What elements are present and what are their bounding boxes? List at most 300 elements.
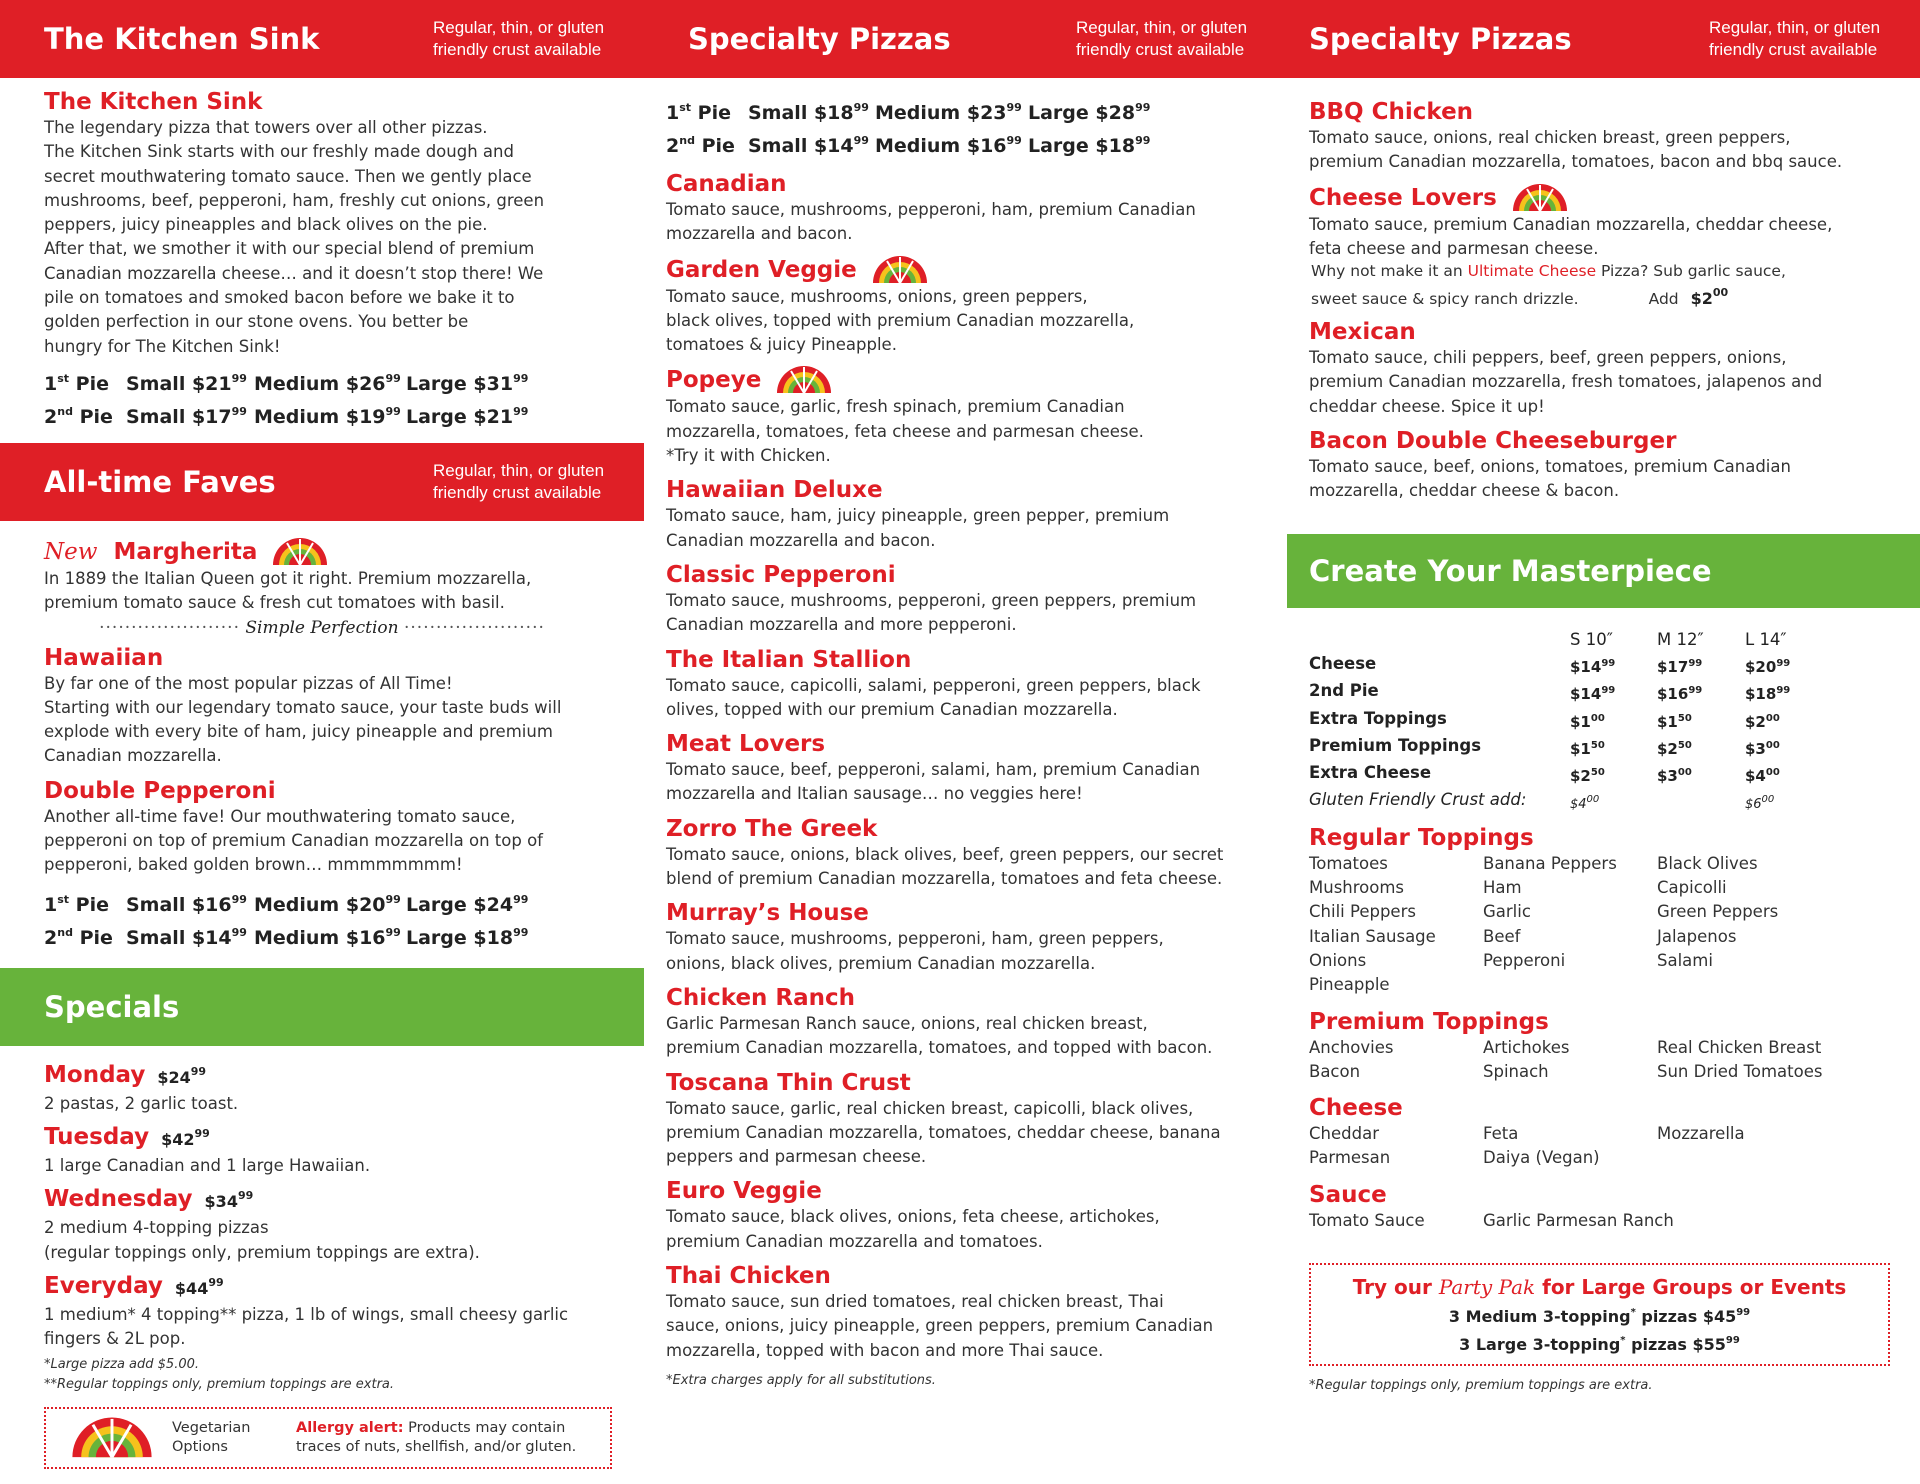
- offer-text: 3 Large 3-topping* pizzas $55: [1459, 1335, 1726, 1355]
- description-line: In 1889 the Italian Queen got it right. Premium mozzarella,: [44, 568, 532, 588]
- pizza-description: [666, 1097, 1243, 1170]
- crust-note-line: Regular, thin, or gluten: [433, 18, 605, 37]
- price-medium: [1657, 788, 1745, 817]
- pizza-list: [666, 170, 1243, 1363]
- row-label: Gluten Friendly Crust add:: [1309, 790, 1527, 810]
- special-item: [44, 1058, 600, 1116]
- band-title: Specialty Pizzas: [1309, 22, 1572, 56]
- topping-item: Jalapenos: [1657, 926, 1737, 946]
- add-price: $2: [1690, 289, 1713, 309]
- description-line: feta cheese and parmesan cheese.: [1309, 238, 1599, 258]
- pizza-name: Margherita: [113, 538, 258, 565]
- price-table: [44, 365, 600, 431]
- description-line: fingers & 2L pop.: [44, 1329, 186, 1349]
- special-day: Tuesday: [44, 1123, 150, 1150]
- band-title: Specials: [44, 989, 180, 1024]
- pizza-name: Cheese Lovers: [1309, 184, 1497, 211]
- pizza-name-row: [666, 561, 1243, 589]
- pizza-name-row: [666, 170, 1243, 198]
- pie-label: 1st Pie: [44, 892, 109, 916]
- cheese-item: Daiya (Vegan): [1483, 1148, 1600, 1168]
- kitchen-sink-section: [0, 78, 644, 431]
- band-specials: [0, 968, 644, 1046]
- price-small: $\$4^{00}$: [1570, 794, 1600, 813]
- description-line: Canadian mozzarella cheese… and it doesn’t stop there! We: [44, 263, 544, 283]
- price-medium: Medium $\$26^{99}$: [254, 371, 401, 395]
- description-line: peppers and parmesan cheese.: [666, 1147, 927, 1167]
- special-price: $\$34^{99}$: [204, 1189, 254, 1212]
- vegetarian-icon: [66, 1416, 158, 1460]
- description-line: mozzarella, topped with bacon and more Thai sauce.: [666, 1340, 1104, 1360]
- allergy-text: Products may contain: [403, 1420, 566, 1437]
- price-large: Large $\$18^{99}$: [406, 925, 529, 949]
- topping-item: Salami: [1657, 950, 1713, 970]
- description-line: Canadian mozzarella and more pepperoni.: [666, 615, 1017, 635]
- crust-note: [433, 17, 608, 61]
- pizza-description: [44, 805, 600, 878]
- pizza-item: [666, 984, 1243, 1061]
- pizza-name: Hawaiian Deluxe: [666, 477, 883, 504]
- special-item: [44, 1182, 600, 1265]
- special-price: $\$44^{99}$: [174, 1275, 224, 1298]
- description-line: mushrooms, beef, pepperoni, ham, freshly cut onions, green: [44, 190, 545, 210]
- pizza-name: Murray’s House: [666, 900, 869, 927]
- vegetarian-icon: [869, 255, 931, 285]
- column-left: [0, 0, 644, 1469]
- price-large: $\$18^{99}$: [1745, 685, 1791, 704]
- pizza-item: [666, 1177, 1243, 1254]
- description-line: Garlic Parmesan Ranch sauce, onions, real chicken breast,: [666, 1013, 1148, 1033]
- special-price: $\$24^{99}$: [157, 1064, 207, 1087]
- pizza-description: [666, 1012, 1243, 1061]
- pizza-name: Garden Veggie: [666, 256, 857, 283]
- description-line: *Try it with Chicken.: [666, 446, 831, 466]
- band-specialty-pizzas: [644, 0, 1287, 78]
- description-line: peppers, juicy pineapples and black olives on the pie.: [44, 215, 488, 235]
- pizza-item: [666, 476, 1243, 553]
- topping-item: Bacon: [1309, 1061, 1361, 1081]
- crust-note: [433, 460, 608, 504]
- price-large: $\$20^{99}$: [1745, 657, 1791, 676]
- crust-note-line: friendly crust available: [433, 40, 602, 59]
- footnote: *Extra charges apply for all substitutions.: [666, 1372, 936, 1388]
- divider-text: Simple Perfection: [245, 617, 399, 638]
- cheese-item: Feta: [1483, 1124, 1519, 1144]
- description-line: premium Canadian mozzarella, fresh tomatoes, jalapenos and: [1309, 372, 1823, 392]
- price-medium: $\$17^{99}$: [1657, 657, 1703, 676]
- row-label: Cheese: [1309, 653, 1377, 673]
- pizza-double-pepperoni: [44, 777, 600, 878]
- special-day-row: [44, 1182, 600, 1216]
- description-line: Canadian mozzarella.: [44, 746, 222, 766]
- pizza-margherita: [44, 537, 600, 638]
- description-line: premium Canadian mozzarella, tomatoes, and topped with bacon.: [666, 1038, 1213, 1058]
- topping-item: Banana Peppers: [1483, 853, 1617, 873]
- pizza-item: [666, 1069, 1243, 1170]
- topping-item: Anchovies: [1309, 1037, 1394, 1057]
- specialty-section-2: [1287, 78, 1920, 504]
- divider-dots: ······················: [404, 617, 545, 638]
- price-large: Large $\$21^{99}$: [406, 404, 529, 428]
- price-large: Large $\$28^{99}$: [1028, 101, 1151, 124]
- pizza-name: Popeye: [666, 367, 762, 394]
- cheese-item: Cheddar: [1309, 1124, 1379, 1144]
- band-title: Create Your Masterpiece: [1309, 553, 1712, 588]
- toppings-heading: Premium Toppings: [1309, 1008, 1549, 1035]
- description-line: mozzarella, tomatoes, feta cheese and parmesan cheese.: [666, 421, 1144, 441]
- price-small: Small $\$14^{99}$: [126, 925, 247, 949]
- special-price: $\$42^{99}$: [161, 1126, 210, 1149]
- pizza-description: [666, 843, 1243, 892]
- cheese-list: [1309, 1122, 1876, 1171]
- description-line: Tomato sauce, sun dried tomatoes, real chicken breast, Thai: [666, 1292, 1164, 1312]
- sauce-item: Tomato Sauce: [1309, 1210, 1425, 1230]
- description-line: blend of premium Canadian mozzarella, tomatoes and feta cheese.: [666, 869, 1223, 889]
- description-line: Tomato sauce, ham, juicy pineapple, green pepper, premium: [666, 506, 1170, 526]
- pizza-name-row: [666, 255, 1243, 285]
- band-specialty-pizzas-2: [1287, 0, 1920, 78]
- divider-dots: ······················: [99, 617, 240, 638]
- ultimate-cheese-note: [1309, 261, 1876, 310]
- special-description: [44, 1216, 600, 1265]
- description-line: 2 pastas, 2 garlic toast.: [44, 1093, 239, 1113]
- legend-text: Options: [172, 1439, 228, 1456]
- topping-item: Mushrooms: [1309, 878, 1405, 898]
- pizza-description: [666, 758, 1243, 807]
- size-header: S 10″: [1570, 629, 1613, 649]
- price-large: $\$3^{00}$: [1745, 739, 1780, 758]
- pizza-item: [666, 730, 1243, 807]
- pizza-item: [666, 365, 1243, 468]
- allergy-text: traces of nuts, shellfish, and/or gluten.: [296, 1439, 577, 1456]
- specials-footnotes: [0, 1355, 644, 1395]
- description-line: Tomato sauce, black olives, onions, feta cheese, artichokes,: [666, 1207, 1160, 1227]
- pizza-name-row: [666, 646, 1243, 674]
- add-label: Add: [1648, 290, 1679, 309]
- description-line: The legendary pizza that towers over all other pizzas.: [44, 118, 488, 137]
- offer-cents: 99: [1736, 1307, 1751, 1319]
- topping-item: Ham: [1483, 878, 1522, 898]
- pizza-description: [666, 1290, 1243, 1363]
- cheese-item: [1657, 1146, 1857, 1170]
- description-line: premium tomato sauce & fresh cut tomatoes with basil.: [44, 593, 505, 613]
- topping-item: Garlic: [1483, 902, 1531, 922]
- crust-note-line: friendly crust available: [1076, 40, 1245, 59]
- vegetarian-icon: [1509, 183, 1571, 213]
- price-medium: $\$2^{50}$: [1657, 739, 1692, 758]
- pizza-description: [44, 672, 600, 769]
- topping-item: Black Olives: [1657, 853, 1758, 873]
- pizza-description: [1309, 455, 1876, 504]
- description-line: Canadian mozzarella and bacon.: [666, 530, 936, 550]
- topping-item: Real Chicken Breast: [1657, 1037, 1822, 1057]
- pizza-name: Chicken Ranch: [666, 984, 856, 1011]
- build-price-table: [1309, 628, 1876, 818]
- new-badge: New: [44, 538, 98, 565]
- party-pak-box: [1309, 1263, 1890, 1366]
- description-line: onions, black olives, premium Canadian mozzarella.: [666, 953, 1096, 973]
- special-day: Wednesday: [44, 1186, 193, 1213]
- description-line: By far one of the most popular pizzas of All Time!: [44, 673, 453, 693]
- sauce-item: Garlic Parmesan Ranch: [1483, 1210, 1674, 1230]
- pizza-item: [666, 561, 1243, 638]
- band-all-time-faves: [0, 443, 644, 521]
- special-description: [44, 1303, 600, 1352]
- pizza-bbq-chicken: [1309, 98, 1876, 175]
- description-line: hungry for The Kitchen Sink!: [44, 336, 281, 356]
- topping-item: Beef: [1483, 926, 1521, 946]
- pizza-name: BBQ Chicken: [1309, 99, 1474, 125]
- pizza-description: [666, 589, 1243, 638]
- party-pak-title: [1311, 1273, 1888, 1301]
- masterpiece-section: [1287, 608, 1920, 1233]
- price-medium: Medium $\$23^{99}$: [875, 101, 1022, 124]
- pizza-description: [666, 395, 1243, 468]
- pizza-bacon-double-cheeseburger: [1309, 427, 1876, 504]
- row-label: Extra Cheese: [1309, 763, 1432, 783]
- row-label: Premium Toppings: [1309, 735, 1482, 755]
- description-line: Tomato sauce, beef, onions, tomatoes, premium Canadian: [1309, 457, 1791, 477]
- cheese-item: Mozzarella: [1657, 1124, 1745, 1144]
- special-description: [44, 1154, 600, 1178]
- size-header: M 12″: [1657, 629, 1704, 649]
- pizza-item: [666, 170, 1243, 247]
- pizza-name-row: [44, 537, 600, 567]
- band-create-your-masterpiece: [1287, 534, 1920, 608]
- crust-note: [1076, 17, 1251, 61]
- topping-item: Pineapple: [1309, 975, 1390, 995]
- pizza-name: Mexican: [1309, 319, 1416, 346]
- description-line: pepperoni on top of premium Canadian mozzarella on top of: [44, 831, 543, 851]
- pizza-name-row: [666, 365, 1243, 395]
- column-right: [1287, 0, 1920, 1396]
- footnote: *Regular toppings only, premium toppings are extra.: [1309, 1378, 1653, 1394]
- price-large: $\$2^{00}$: [1745, 712, 1780, 731]
- legend-text: Vegetarian: [172, 1420, 251, 1437]
- pizza-name: Thai Chicken: [666, 1263, 831, 1290]
- party-offer: [1311, 1329, 1888, 1357]
- description-line: Tomato sauce, garlic, real chicken breast, capicolli, black olives,: [666, 1098, 1194, 1118]
- description-line: Tomato sauce, chili peppers, beef, green peppers, onions,: [1309, 348, 1787, 368]
- simple-perfection-divider: [44, 618, 600, 638]
- pizza-description: [44, 567, 600, 616]
- pizza-name-row: [666, 730, 1243, 758]
- regular-toppings-list: [1309, 852, 1876, 998]
- pie-label: 2nd Pie: [44, 925, 113, 949]
- description-line: 1 large Canadian and 1 large Hawaiian.: [44, 1155, 371, 1175]
- column-middle: [644, 0, 1287, 1391]
- description-line: Tomato sauce, mushrooms, pepperoni, ham, green peppers,: [666, 929, 1164, 949]
- description-line: Tomato sauce, onions, real chicken breast, green peppers,: [1309, 128, 1791, 147]
- description-line: secret mouthwatering tomato sauce. Then we gently place: [44, 166, 532, 186]
- pie-label: 1st Pie: [666, 101, 731, 124]
- pizza-description: [1309, 213, 1876, 262]
- special-day-row: [44, 1269, 600, 1303]
- description-line: mozzarella and bacon.: [666, 224, 853, 244]
- price-large: Large $\$18^{99}$: [1028, 134, 1151, 157]
- pizza-name: Bacon Double Cheeseburger: [1309, 428, 1677, 455]
- description-line: tomatoes & juicy Pineapple.: [666, 335, 897, 355]
- crust-note: [1709, 17, 1884, 61]
- price-medium: $\$3^{00}$: [1657, 767, 1692, 786]
- band-kitchen-sink: [0, 0, 644, 78]
- special-item: [44, 1120, 600, 1178]
- price-medium: Medium $\$16^{99}$: [875, 134, 1022, 157]
- description-line: black olives, topped with premium Canadian mozzarella,: [666, 310, 1135, 330]
- special-day: Everyday: [44, 1272, 163, 1299]
- description-line: Starting with our legendary tomato sauce, your taste buds will: [44, 697, 562, 717]
- price-medium: $\$1^{50}$: [1657, 712, 1692, 731]
- description-line: Tomato sauce, mushrooms, onions, green peppers,: [666, 286, 1088, 306]
- specials-section: [0, 1046, 644, 1352]
- size-header-blank: [1309, 628, 1570, 652]
- description-line: mozzarella, cheddar cheese & bacon.: [1309, 481, 1620, 501]
- price-small: Small $\$21^{99}$: [126, 371, 247, 395]
- toppings-heading: Sauce: [1309, 1181, 1387, 1208]
- special-day: Monday: [44, 1061, 146, 1088]
- vegetarian-icon: [773, 365, 835, 395]
- ultimate-cheese-text: Ultimate Cheese: [1467, 262, 1597, 281]
- pizza-name: The Kitchen Sink: [44, 89, 263, 115]
- pizza-description: [666, 674, 1243, 723]
- allergy-alert: [296, 1419, 576, 1457]
- price-small: Small $\$14^{99}$: [748, 134, 869, 157]
- allergy-label: Allergy alert:: [296, 1420, 404, 1437]
- pizza-name: The Italian Stallion: [666, 646, 912, 673]
- vegetarian-icon: [269, 537, 331, 567]
- special-item: [44, 1269, 600, 1352]
- description-line: mozzarella and Italian sausage… no veggies here!: [666, 784, 1083, 804]
- pizza-item: [666, 646, 1243, 723]
- price-small: $\$2^{50}$: [1570, 767, 1605, 786]
- description-line: pepperoni, baked golden brown… mmmmmmmm!: [44, 855, 463, 875]
- band-title: Specialty Pizzas: [688, 22, 951, 56]
- pizza-name: Euro Veggie: [666, 1178, 822, 1205]
- price-small: $\$1^{00}$: [1570, 712, 1605, 731]
- price-small: Small $\$16^{99}$: [126, 892, 247, 916]
- price-table: [666, 94, 1243, 160]
- description-line: 2 medium 4-topping pizzas: [44, 1218, 269, 1238]
- legend-box: [44, 1407, 612, 1469]
- pizza-name-row: [666, 1069, 1243, 1097]
- description-line: premium Canadian mozzarella and tomatoes.: [666, 1231, 1043, 1251]
- offer-text: 3 Medium 3-topping* pizzas $45: [1448, 1307, 1737, 1327]
- band-title: The Kitchen Sink: [44, 22, 320, 56]
- note-text: Why not make it an: [1311, 262, 1468, 281]
- pizza-name-row: [666, 899, 1243, 927]
- topping-item: Capicolli: [1657, 878, 1727, 898]
- pizza-name: Double Pepperoni: [44, 777, 276, 804]
- price-table: [44, 886, 600, 952]
- pie-label: 2nd Pie: [666, 134, 735, 157]
- description-line: Tomato sauce, mushrooms, pepperoni, ham, premium Canadian: [666, 200, 1196, 219]
- topping-item: Chili Peppers: [1309, 902, 1416, 922]
- price-large: Large $\$24^{99}$: [406, 892, 529, 916]
- crust-note-line: Regular, thin, or gluten: [1709, 18, 1881, 37]
- price-small: $\$14^{99}$: [1570, 657, 1616, 676]
- description-line: Tomato sauce, mushrooms, pepperoni, green peppers, premium: [666, 590, 1197, 610]
- topping-item: Sun Dried Tomatoes: [1657, 1061, 1823, 1081]
- special-day-row: [44, 1058, 600, 1092]
- description-line: explode with every bite of ham, juicy pineapple and premium: [44, 722, 553, 742]
- pie-label: 1st Pie: [44, 371, 109, 395]
- price-large: $\$6^{00}$: [1745, 794, 1775, 813]
- pizza-item: [666, 1262, 1243, 1363]
- price-small: $\$1^{50}$: [1570, 739, 1605, 758]
- price-medium: $\$16^{99}$: [1657, 685, 1703, 704]
- crust-note-line: Regular, thin, or gluten: [433, 460, 605, 480]
- price-small: Small $\$17^{99}$: [126, 404, 247, 428]
- party-text: Try our: [1352, 1275, 1439, 1300]
- price-large: $\$4^{00}$: [1745, 767, 1780, 786]
- pizza-item: [666, 815, 1243, 892]
- description-line: (regular toppings only, premium toppings are extra).: [44, 1242, 480, 1262]
- pizza-description: [1309, 346, 1876, 419]
- special-description: [44, 1092, 600, 1116]
- description-line: olives, topped with our premium Canadian mozzarella.: [666, 699, 1118, 719]
- party-pak-brand: Party Pak: [1438, 1275, 1536, 1300]
- pizza-description: [666, 504, 1243, 553]
- pizza-name: Toscana Thin Crust: [666, 1069, 911, 1096]
- pizza-name-row: [666, 1262, 1243, 1290]
- footnote: **Regular toppings only, premium toppings are extra.: [44, 1377, 395, 1393]
- pizza-name-row: [666, 476, 1243, 504]
- footnote: *Large pizza add $5.00.: [44, 1357, 199, 1373]
- special-day-row: [44, 1120, 600, 1154]
- description-line: sauce, onions, juicy pineapple, green peppers, premium Canadian: [666, 1316, 1214, 1336]
- description-line: Tomato sauce, capicolli, salami, pepperoni, green peppers, black: [666, 675, 1201, 695]
- pizza-item: [666, 899, 1243, 976]
- crust-note-line: friendly crust available: [1709, 40, 1878, 59]
- size-header: L 14″: [1745, 629, 1787, 649]
- price-medium: Medium $\$20^{99}$: [254, 892, 401, 916]
- description-line: cheddar cheese. Spice it up!: [1309, 396, 1545, 416]
- pizza-description: [666, 927, 1243, 976]
- pizza-item: [666, 255, 1243, 358]
- pizza-description: [1309, 126, 1876, 175]
- crust-note-line: Regular, thin, or gluten: [1076, 18, 1248, 37]
- cheese-item: Parmesan: [1309, 1148, 1391, 1168]
- party-text: for Large Groups or Events: [1535, 1275, 1847, 1300]
- topping-item: Pepperoni: [1483, 950, 1566, 970]
- toppings-heading: Regular Toppings: [1309, 824, 1534, 851]
- topping-item: Italian Sausage: [1309, 926, 1436, 946]
- pizza-name: Zorro The Greek: [666, 815, 878, 842]
- topping-item: Onions: [1309, 950, 1367, 970]
- row-label: 2nd Pie: [1309, 681, 1379, 701]
- premium-toppings-list: [1309, 1036, 1876, 1085]
- price-small: Small $\$18^{99}$: [748, 101, 869, 124]
- description-line: Tomato sauce, onions, black olives, beef, green peppers, our secret: [666, 844, 1224, 864]
- pizza-description: [666, 1205, 1243, 1254]
- pizza-name: Classic Pepperoni: [666, 561, 896, 588]
- add-cents: 00: [1712, 286, 1729, 300]
- pizza-hawaiian: [44, 644, 600, 769]
- pie-label: 2nd Pie: [44, 404, 113, 428]
- pizza-description: [666, 285, 1243, 358]
- pizza-description: [44, 116, 600, 359]
- description-line: After that, we smother it with our special blend of premium: [44, 239, 535, 259]
- pizza-name-row: [666, 1177, 1243, 1205]
- description-line: golden perfection in our stone ovens. You better be: [44, 312, 469, 332]
- price-medium: Medium $\$16^{99}$: [254, 925, 401, 949]
- description-line: premium Canadian mozzarella, tomatoes, bacon and bbq sauce.: [1309, 152, 1843, 172]
- note-text: Pizza? Sub garlic sauce,: [1596, 262, 1786, 281]
- topping-item: Green Peppers: [1657, 902, 1779, 922]
- pizza-name: Hawaiian: [44, 644, 164, 671]
- price-medium: Medium $\$19^{99}$: [254, 404, 401, 428]
- topping-item: Tomatoes: [1309, 853, 1388, 873]
